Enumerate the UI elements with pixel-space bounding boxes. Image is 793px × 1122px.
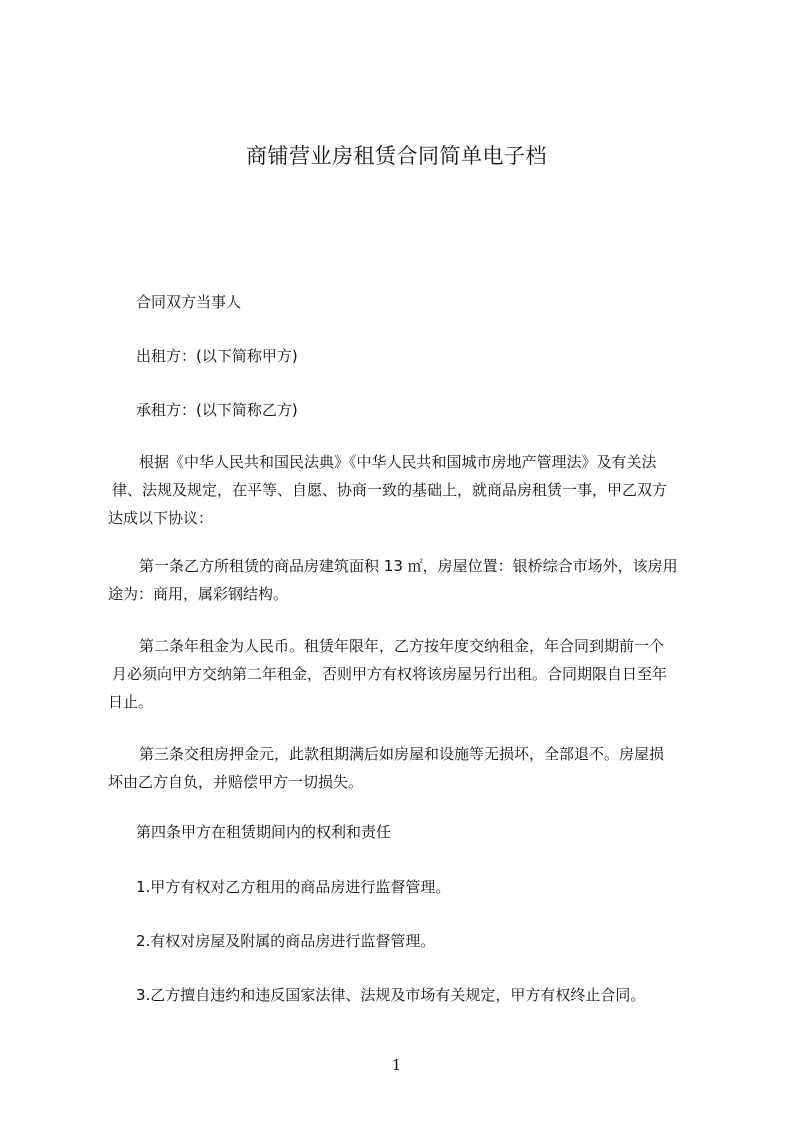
lessor-line: 出租方：(以下简称甲方) [136, 347, 298, 365]
article-2-line-2: 月必须向甲方交纳第二年租金，否则甲方有权将该房屋另行出租。合同期限自日至年 [112, 665, 668, 683]
preamble-line-3: 达成以下协议： [108, 509, 214, 527]
article-2-line-3: 日止。 [108, 693, 154, 711]
article-3-line-2: 坏由乙方自负，并赔偿甲方一切损失。 [108, 773, 364, 791]
article-2-line-1: 第二条年租金为人民币。租赁年限年，乙方按年度交纳租金，年合同到期前一个 [139, 637, 665, 655]
article-4-item-3: 3.乙方擅自违约和违反国家法律、法规及市场有关规定，甲方有权终止合同。 [136, 986, 646, 1004]
preamble-paragraph [108, 448, 716, 532]
document-title: 商铺营业房租赁合同简单电子档 [246, 144, 547, 168]
article-4-heading: 第四条甲方在租赁期间内的权利和责任 [136, 823, 392, 841]
page-number: 1 [391, 1056, 402, 1074]
article-1-line-1: 第一条乙方所租赁的商品房建筑面积 13 ㎡，房屋位置：银桥综合市场外，该房用 [139, 557, 678, 575]
lessee-line: 承租方：(以下简称乙方) [136, 401, 298, 419]
preamble-line-1: 根据《中华人民共和国民法典》《中华人民共和国城市房地产管理法》及有关法 [139, 453, 657, 471]
article-4-item-1: 1.甲方有权对乙方租用的商品房进行监督管理。 [136, 878, 451, 896]
article-3-line-1: 第三条交租房押金元，此款租期满后如房屋和设施等无损坏，全部退不。房屋损 [139, 745, 665, 763]
party-heading: 合同双方当事人 [136, 293, 242, 311]
article-1-paragraph [108, 552, 716, 608]
preamble-line-2: 律、法规及规定，在平等、自愿、协商一致的基础上，就商品房租赁一事，甲乙双方 [112, 481, 668, 499]
article-3-paragraph [108, 740, 716, 796]
article-1-line-2: 途为：商用，属彩钢结构。 [108, 585, 289, 603]
article-4-item-2: 2.有权对房屋及附属的商品房进行监督管理。 [136, 932, 436, 950]
article-2-paragraph [108, 632, 716, 716]
